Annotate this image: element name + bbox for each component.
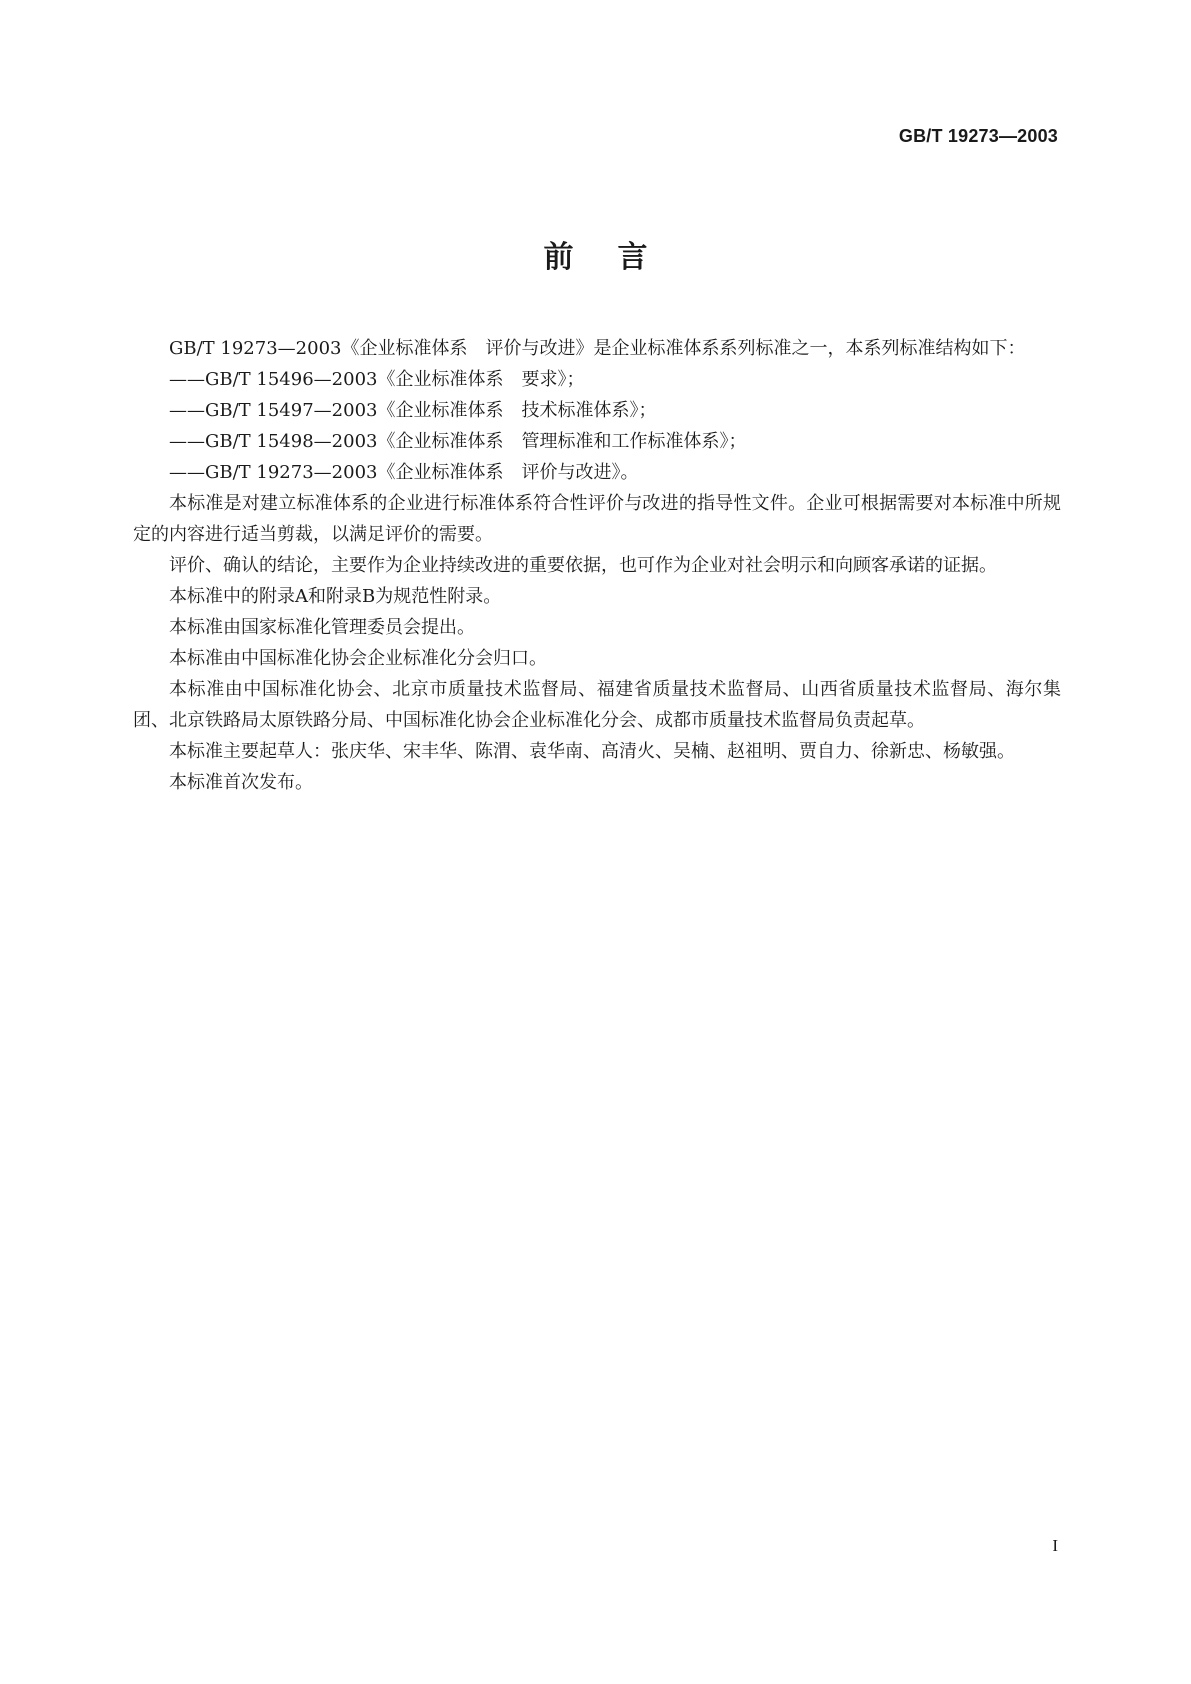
standard-number: GB/T 19273—2003	[898, 126, 1058, 146]
series-list-item: ——GB/T 15496—2003《企业标准体系 要求》；	[169, 369, 585, 390]
paragraph-managed-by: 本标准由中国标准化协会企业标准化分会归口。	[169, 648, 547, 669]
paragraph-proposed-by: 本标准由国家标准化管理委员会提出。	[169, 617, 475, 638]
series-list-item: ——GB/T 15498—2003《企业标准体系 管理标准和工作标准体系》；	[169, 431, 747, 452]
paragraph-purpose: 本标准是对建立标准体系的企业进行标准体系符合性评价与改进的指导性文件。企业可根据需要对本标准中所规定的内容进行适当剪裁，以满足评价的需要。	[133, 493, 1061, 545]
paragraph-first-release: 本标准首次发布。	[169, 772, 313, 793]
paragraph-drafting-units: 本标准由中国标准化协会、北京市质量技术监督局、福建省质量技术监督局、山西省质量技术监督局、海尔集团、北京铁路局太原铁路分局、中国标准化协会企业标准化分会、成都市质量技术监督局负责起草。	[133, 679, 1061, 731]
paragraph-annex: 本标准中的附录A和附录B为规范性附录。	[169, 586, 502, 607]
paragraph-conclusion: 评价、确认的结论，主要作为企业持续改进的重要依据，也可作为企业对社会明示和向顾客承诺的证据。	[169, 555, 997, 576]
page-number: I	[1052, 1536, 1058, 1555]
page-title: 前言	[543, 240, 692, 275]
paragraph-drafters: 本标准主要起草人：张庆华、宋丰华、陈渭、袁华南、高清火、吴楠、赵祖明、贾自力、徐新忠、杨敏强。	[169, 741, 1015, 762]
foreword-body	[133, 333, 1061, 798]
series-list-item: ——GB/T 15497—2003《企业标准体系 技术标准体系》；	[169, 400, 657, 421]
intro-paragraph: GB/T 19273—2003《企业标准体系 评价与改进》是企业标准体系系列标准之一，本系列标准结构如下：	[169, 338, 1026, 359]
series-list-item: ——GB/T 19273—2003《企业标准体系 评价与改进》。	[169, 462, 639, 483]
